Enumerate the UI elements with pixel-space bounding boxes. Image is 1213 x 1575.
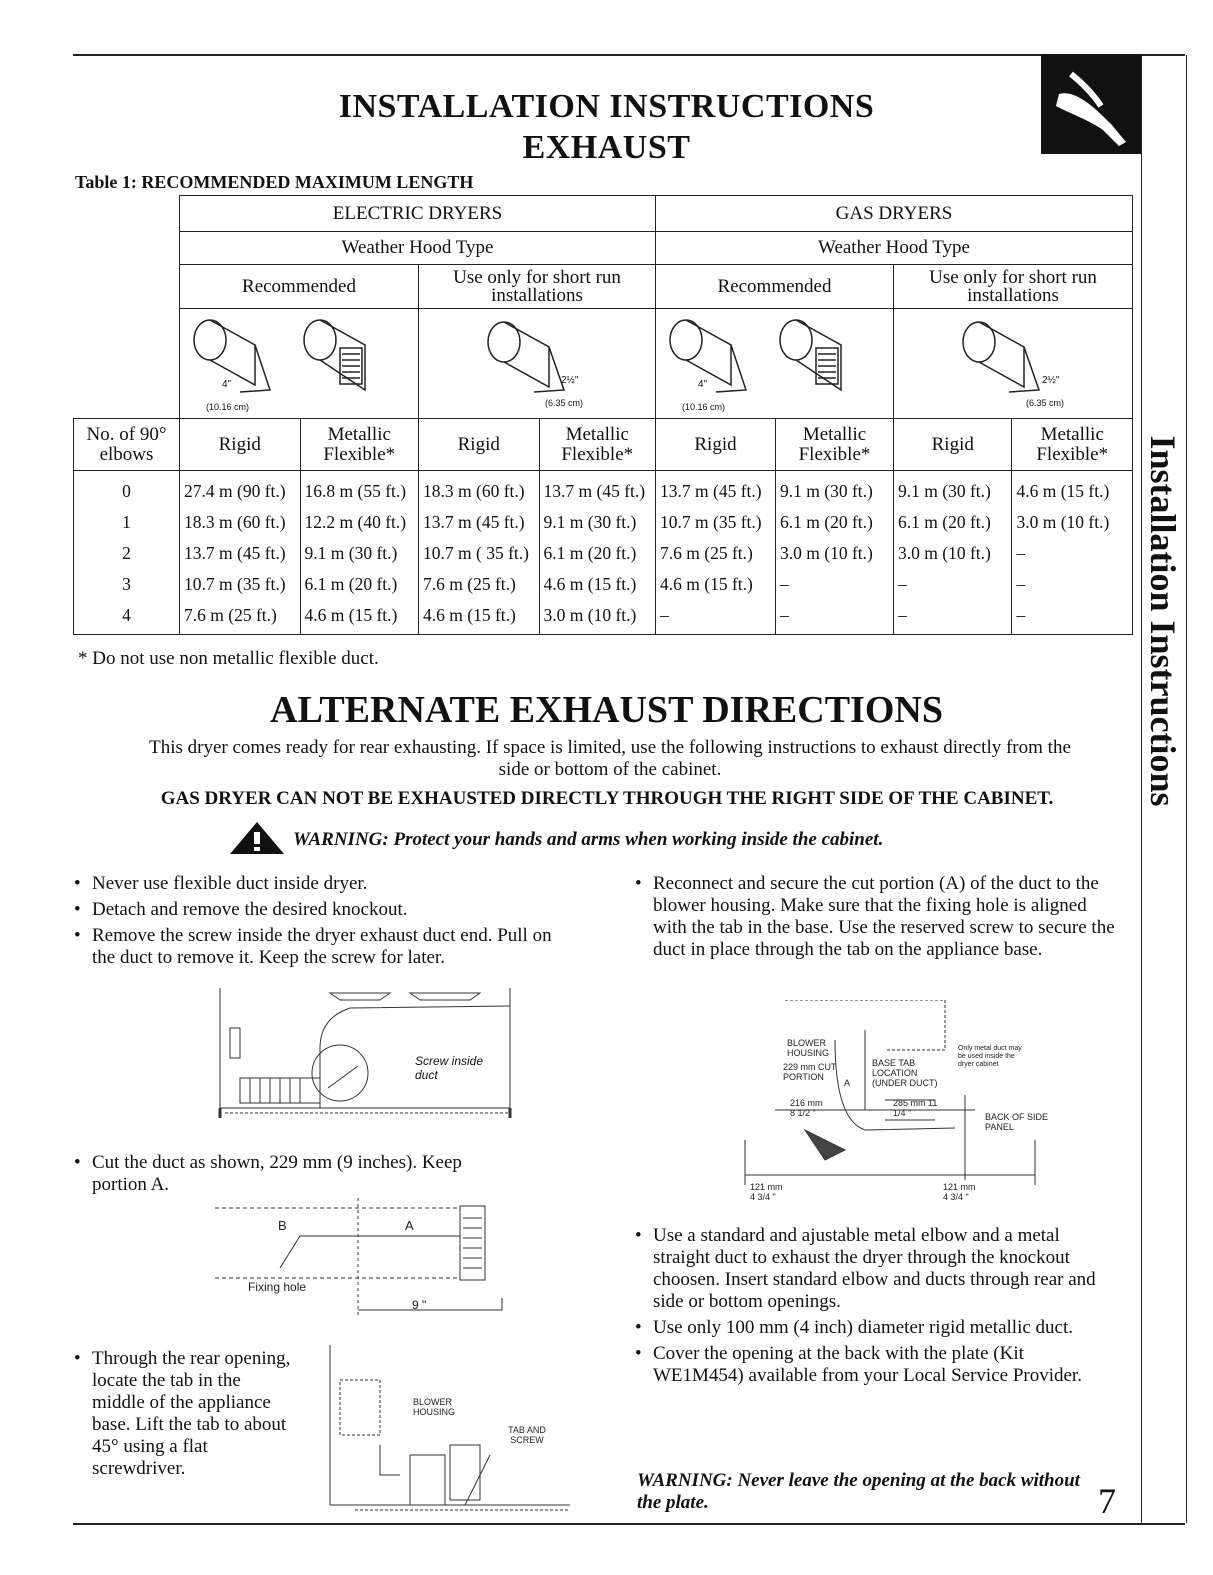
recommended-electric: Recommended — [180, 265, 419, 309]
elbow-count: 4 — [74, 599, 180, 635]
length-cell: 6.1 m (20 ft.) — [776, 506, 894, 537]
length-cell: 10.7 m (35 ft.) — [656, 506, 776, 537]
label-back-side-panel: BACK OF SIDE PANEL — [985, 1112, 1049, 1132]
label-blower-housing-right: BLOWER HOUSING — [787, 1038, 830, 1058]
gas-warning: GAS DRYER CAN NOT BE EXHAUSTED DIRECTLY THROUGH THE RIGHT SIDE OF THE CABINET. — [160, 788, 1054, 809]
bullet-standard-elbow: • Use a standard and ajustable metal elbow and a metal straight duct to exhaust the dryer through the knockout choosen. Insert standard elbow and ducts through rear and side or bottom openings. — [635, 1225, 1115, 1313]
side-tab-label: Installation Instructions — [1143, 435, 1183, 807]
page-number: 7 — [1098, 1481, 1116, 1521]
hood-illustration-electric-short: 2½" (6.35 cm) — [419, 309, 656, 419]
length-cell: 4.6 m (15 ft.) — [539, 568, 656, 599]
col-flexible: Metallic Flexible* — [300, 419, 419, 471]
length-cell: 4.6 m (15 ft.) — [419, 599, 540, 635]
bullet-reconnect: • Reconnect and secure the cut portion (A) of the duct to the blower housing. Make sure that the fixing hole is aligned with the tab in the base. Use the reserved screw to secure the duct in place through the tab on the appliance base. — [635, 873, 1125, 961]
footnote: * Do not use non metallic flexible duct. — [78, 648, 379, 669]
label-216mm: 216 mm 8 1/2 " — [790, 1098, 823, 1118]
hood-type-gas: Weather Hood Type — [656, 232, 1133, 265]
bottom-rule — [73, 1523, 1185, 1525]
length-cell: 4.6 m (15 ft.) — [300, 599, 419, 635]
length-cell: 18.3 m (60 ft.) — [419, 471, 540, 507]
length-cell: 13.7 m (45 ft.) — [539, 471, 656, 507]
plate-warning: WARNING: Never leave the opening at the back without the plate. — [637, 1470, 1080, 1513]
intro-text: This dryer comes ready for rear exhausting. If space is limited, use the following instructions to exhaust directly from the side or bottom of the cabinet. — [149, 737, 1071, 780]
screw-inside-duct-label: Screw inside duct — [415, 1054, 484, 1082]
elbow-count: 2 — [74, 537, 180, 568]
length-cell: – — [1012, 568, 1133, 599]
label-base-tab: BASE TAB LOCATION (UNDER DUCT) — [872, 1058, 938, 1088]
recommended-gas: Recommended — [656, 265, 894, 309]
label-285mm: 285 mm 11 1/4 " — [893, 1098, 938, 1118]
label-b: B — [278, 1218, 287, 1233]
label-only-metal: Only metal duct may be used inside the dryer cabinet — [958, 1045, 1022, 1068]
short-run-gas: Use only for short run installations — [894, 265, 1133, 309]
length-cell: – — [1012, 599, 1133, 635]
label-tab-screw: TAB AND SCREW — [508, 1425, 546, 1445]
bullet-cut-duct: • Cut the duct as shown, 229 mm (9 inches). Keep portion A. — [74, 1152, 494, 1196]
left-bullets-3 — [74, 1348, 294, 1484]
table-row — [74, 568, 1133, 599]
length-cell: – — [656, 599, 776, 635]
group-electric: ELECTRIC DRYERS — [180, 196, 656, 232]
col-flexible: Metallic Flexible* — [539, 419, 656, 471]
elbow-count: 1 — [74, 506, 180, 537]
length-cell: 9.1 m (30 ft.) — [894, 471, 1012, 507]
length-cell: 27.4 m (90 ft.) — [180, 471, 301, 507]
table-row — [74, 599, 1133, 635]
col-rigid: Rigid — [894, 419, 1012, 471]
hood-illustration-gas-short: 2½" (6.35 cm) — [894, 309, 1133, 419]
col-rigid: Rigid — [180, 419, 301, 471]
right-bullets-2 — [635, 1225, 1115, 1391]
bullet-rigid-duct: • Use only 100 mm (4 inch) diameter rigid metallic duct. — [635, 1317, 1115, 1339]
length-cell: 7.6 m (25 ft.) — [419, 568, 540, 599]
col-flexible: Metallic Flexible* — [776, 419, 894, 471]
table-row — [74, 506, 1133, 537]
hood-type-electric: Weather Hood Type — [180, 232, 656, 265]
left-bullets-1 — [74, 873, 594, 973]
page-subtitle: EXHAUST — [522, 129, 691, 166]
length-cell: 3.0 m (10 ft.) — [539, 599, 656, 635]
length-cell: 10.7 m ( 35 ft.) — [419, 537, 540, 568]
label-9-inch: 9 " — [412, 1298, 427, 1312]
bullet-cover-opening: • Cover the opening at the back with the plate (Kit WE1M454) available from your Local Service Provider. — [635, 1343, 1115, 1387]
top-rule — [73, 54, 1185, 56]
length-cell: 3.0 m (10 ft.) — [894, 537, 1012, 568]
length-cell: – — [894, 599, 1012, 635]
label-a-right: A — [844, 1078, 851, 1088]
label-121mm-left: 121 mm 4 3/4 " — [750, 1182, 783, 1202]
elbow-count: 3 — [74, 568, 180, 599]
label-blower-housing: BLOWER HOUSING — [413, 1397, 456, 1417]
bullet-remove-screw: • Remove the screw inside the dryer exhaust duct end. Pull on the duct to remove it. Keep the screw for later. — [74, 925, 562, 969]
length-cell: 9.1 m (30 ft.) — [539, 506, 656, 537]
table-row — [74, 537, 1133, 568]
length-cell: 13.7 m (45 ft.) — [656, 471, 776, 507]
elbows-header: No. of 90° elbows — [74, 419, 180, 471]
length-cell: 13.7 m (45 ft.) — [180, 537, 301, 568]
bullet-never-flexible: • Never use flexible duct inside dryer. — [74, 873, 594, 895]
warning-icon — [228, 820, 286, 856]
length-cell: 10.7 m (35 ft.) — [180, 568, 301, 599]
duct-cut-diagram — [210, 1198, 510, 1323]
length-cell: 7.6 m (25 ft.) — [180, 599, 301, 635]
group-gas: GAS DRYERS — [656, 196, 1133, 232]
length-cell: – — [776, 599, 894, 635]
length-cell: 13.7 m (45 ft.) — [419, 506, 540, 537]
bullet-detach: • Detach and remove the desired knockout. — [74, 899, 594, 921]
left-bullets-2 — [74, 1152, 494, 1200]
table-row — [74, 471, 1133, 507]
length-cell: 3.0 m (10 ft.) — [776, 537, 894, 568]
label-a: A — [405, 1218, 414, 1233]
length-cell: 9.1 m (30 ft.) — [300, 537, 419, 568]
hood-illustration-electric-rec: 4" (10.16 cm) — [180, 309, 419, 419]
length-cell: 7.6 m (25 ft.) — [656, 537, 776, 568]
label-cut-portion: 229 mm CUT PORTION — [783, 1062, 837, 1082]
max-length-table — [73, 195, 1133, 635]
length-cell: 6.1 m (20 ft.) — [539, 537, 656, 568]
length-cell: – — [776, 568, 894, 599]
length-cell: 9.1 m (30 ft.) — [776, 471, 894, 507]
col-flexible: Metallic Flexible* — [1012, 419, 1133, 471]
section-heading: ALTERNATE EXHAUST DIRECTIONS — [270, 689, 943, 731]
col-rigid: Rigid — [656, 419, 776, 471]
length-cell: 6.1 m (20 ft.) — [300, 568, 419, 599]
table-caption: Table 1: RECOMMENDED MAXIMUM LENGTH — [75, 172, 474, 192]
bullet-rear-tab: • Through the rear opening, locate the tab in the middle of the appliance base. Lift the tab to about 45° using a flat screwdriver. — [74, 1348, 294, 1480]
length-cell: 12.2 m (40 ft.) — [300, 506, 419, 537]
short-run-electric: Use only for short run installations — [419, 265, 656, 309]
length-cell: 4.6 m (15 ft.) — [656, 568, 776, 599]
length-cell: 6.1 m (20 ft.) — [894, 506, 1012, 537]
page-title: INSTALLATION INSTRUCTIONS — [338, 88, 875, 125]
warning-text: WARNING: Protect your hands and arms when working inside the cabinet. — [293, 829, 884, 850]
length-cell: 18.3 m (60 ft.) — [180, 506, 301, 537]
col-rigid: Rigid — [419, 419, 540, 471]
length-cell: 4.6 m (15 ft.) — [1012, 471, 1133, 507]
length-cell: 3.0 m (10 ft.) — [1012, 506, 1133, 537]
elbow-count: 0 — [74, 471, 180, 507]
right-bullets-1 — [635, 873, 1125, 965]
length-cell: 16.8 m (55 ft.) — [300, 471, 419, 507]
label-fixing-hole: Fixing hole — [248, 1280, 307, 1294]
length-cell: – — [1012, 537, 1133, 568]
length-cell: – — [894, 568, 1012, 599]
label-121mm-right: 121 mm 4 3/4 " — [943, 1182, 976, 1202]
hood-illustration-gas-rec: 4" (10.16 cm) — [656, 309, 894, 419]
